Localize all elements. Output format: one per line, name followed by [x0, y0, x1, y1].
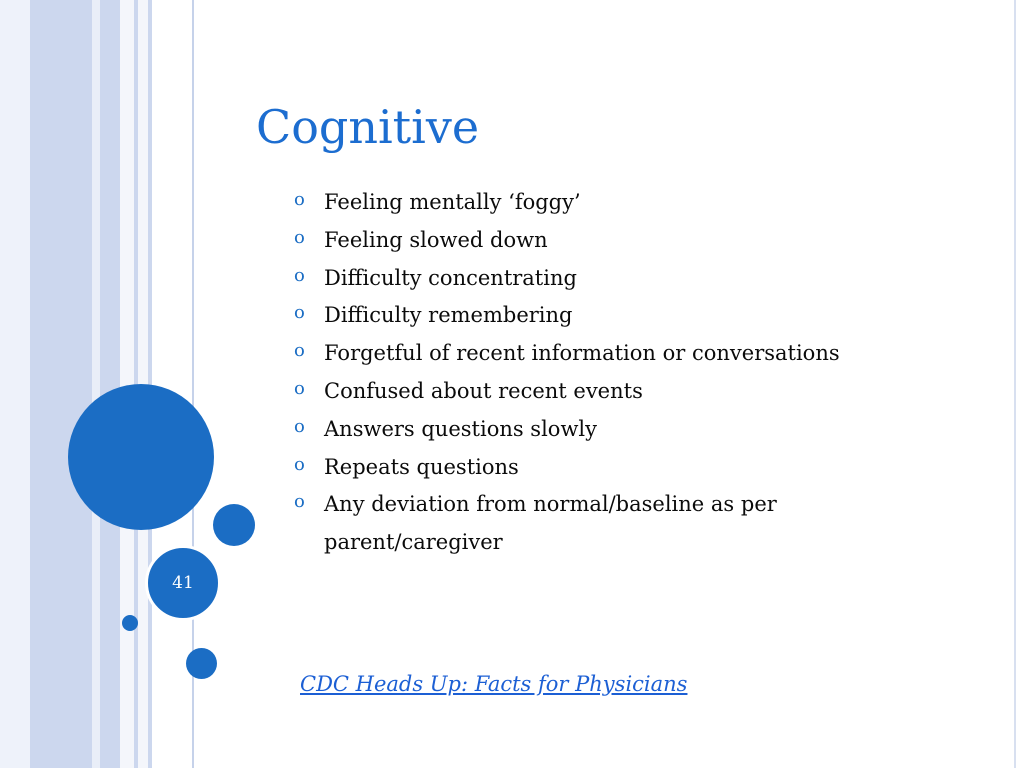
decor-band — [92, 0, 100, 768]
slide-number: 41 — [172, 573, 194, 593]
decor-circle-small — [122, 615, 138, 631]
bullet-item — [294, 297, 934, 335]
bullet-item — [294, 260, 934, 298]
decor-circle-medium — [213, 504, 255, 546]
source-link[interactable]: CDC Heads Up: Facts for Physicians — [300, 672, 688, 696]
bullet-marker-icon: o — [294, 377, 305, 399]
bullet-text: Feeling slowed down — [324, 227, 548, 252]
bullet-item — [294, 411, 934, 449]
slide-title: Cognitive — [256, 100, 480, 154]
bullet-item — [294, 486, 934, 562]
bullet-item — [294, 222, 934, 260]
bullet-text: Feeling mentally ‘foggy’ — [324, 190, 581, 214]
bullet-text: Repeats questions — [324, 454, 519, 479]
decor-band — [30, 0, 92, 768]
bullet-item — [294, 449, 934, 487]
bullet-text: Confused about recent events — [324, 378, 643, 403]
slide-number-badge — [145, 545, 221, 621]
bullet-list — [294, 184, 934, 562]
bullet-item — [294, 373, 934, 411]
bullet-marker-icon: o — [294, 491, 305, 513]
decor-circle-medium — [186, 648, 217, 679]
bullet-item — [294, 335, 934, 373]
bullet-marker-icon: o — [294, 226, 305, 248]
decor-line — [1014, 0, 1016, 768]
bullet-text: Difficulty remembering — [324, 303, 573, 328]
bullet-text: Difficulty concentrating — [324, 265, 577, 290]
bullet-marker-icon: o — [294, 340, 305, 362]
bullet-text: Any deviation from normal/baseline as per parent/caregiver — [324, 492, 777, 555]
bullet-text: Forgetful of recent information or conversations — [324, 341, 840, 366]
bullet-text: Answers questions slowly — [324, 416, 597, 441]
bullet-marker-icon: o — [294, 189, 305, 210]
bullet-item — [294, 184, 934, 222]
decor-circle-large — [68, 384, 214, 530]
bullet-marker-icon: o — [294, 302, 305, 324]
decor-band — [0, 0, 30, 768]
bullet-marker-icon: o — [294, 264, 305, 286]
bullet-marker-icon: o — [294, 415, 305, 437]
decor-band — [100, 0, 120, 768]
bullet-marker-icon: o — [294, 453, 305, 475]
